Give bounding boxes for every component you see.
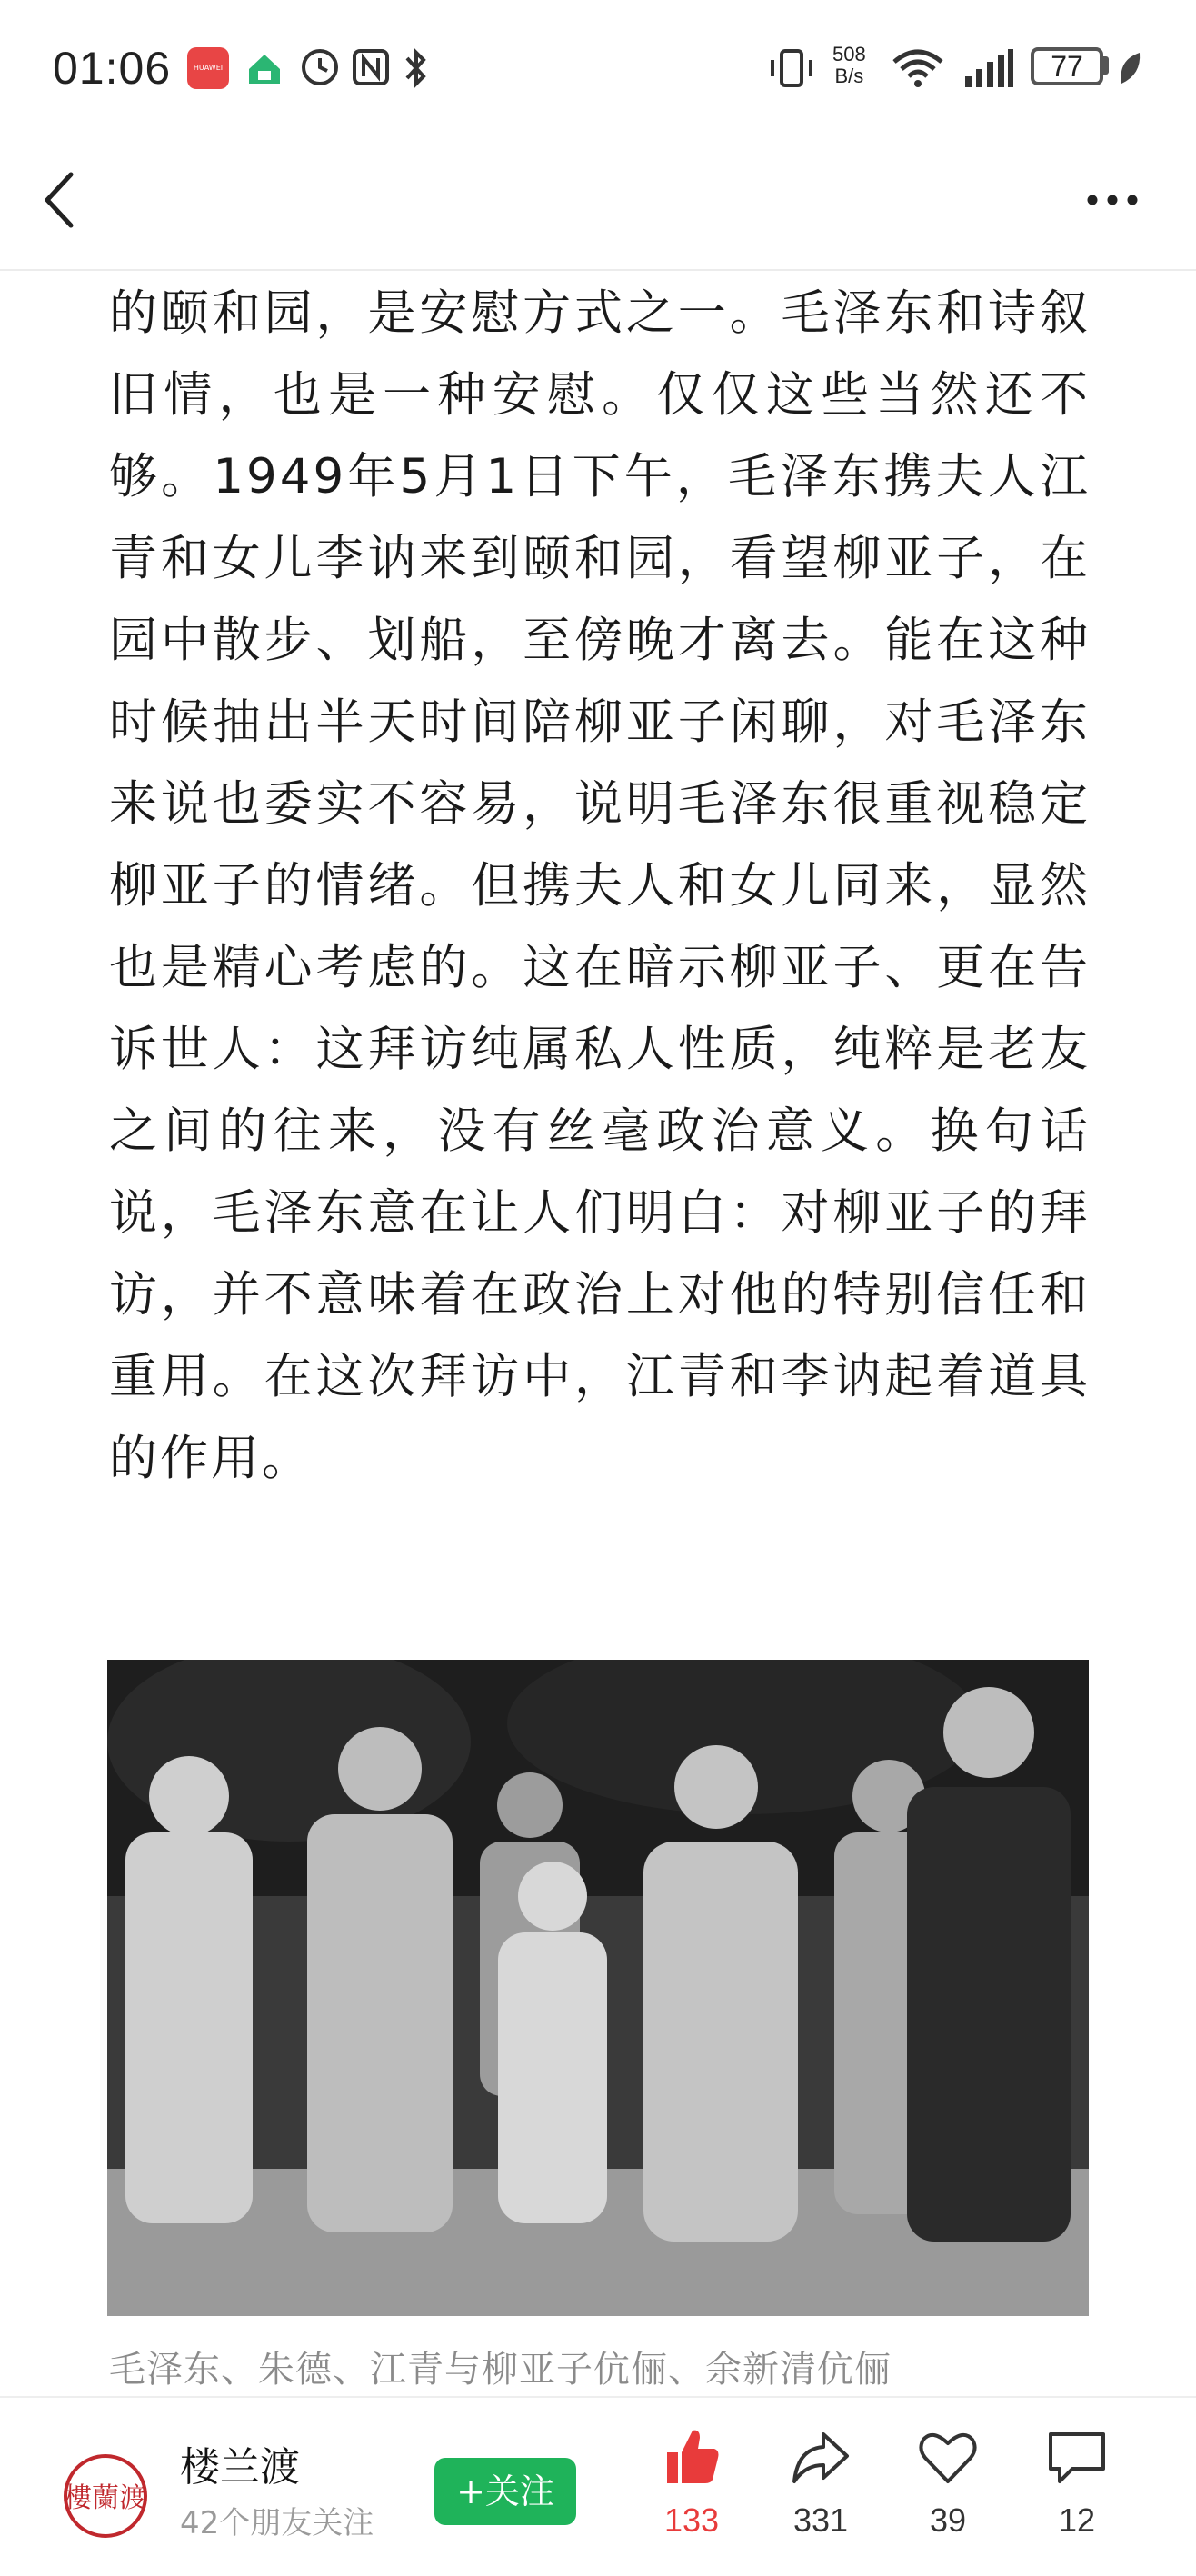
favorite-button[interactable] — [898, 2425, 998, 2561]
avatar-seal-text: 樓蘭渡 — [65, 2482, 146, 2514]
status-time: 01:06 — [53, 43, 172, 94]
follow-button[interactable]: +关注 — [434, 2458, 576, 2525]
comment-count: 12 — [1058, 2501, 1096, 2539]
thumbs-up-icon — [660, 2425, 723, 2489]
share-count: 331 — [792, 2501, 849, 2539]
share-arrow-icon — [789, 2425, 852, 2489]
more-options-icon[interactable] — [1080, 173, 1145, 227]
share-button[interactable] — [771, 2425, 871, 2561]
like-button[interactable] — [642, 2425, 742, 2561]
clock-app-icon — [300, 47, 340, 87]
author-avatar[interactable] — [58, 2449, 153, 2543]
bluetooth-icon — [400, 47, 433, 89]
huawei-app-icon: HUAWEI — [187, 47, 229, 89]
net-speed-value: 508 — [832, 43, 866, 65]
article-body: 的颐和园，是安慰方式之一。毛泽东和诗叙旧情，也是一种安慰。仅仅这些当然还不够。1949年5月1日下午，毛泽东携夫人江青和女儿李讷来到颐和园，看望柳亚子，在园中散步、划船，至傍晚才离去。能在这种时候抽出半天时间陪柳亚子闲聊，对毛泽东来说也委实不容易，说明毛泽东很重视稳定柳亚子的情绪。但携夫人和女儿同来，显然也是精心考虑的。这在暗示柳亚子、更在告诉世人：这拜访纯属私人性质，纯粹是老友之间的往来，没有丝毫政治意义。换句话说，毛泽东意在让人们明白：对柳亚子的拜访，并不意味着在政治上对他的特别信任和重用。在这次拜访中，江青和李讷起着道具的作用。 — [109, 285, 1091, 1486]
heart-icon — [916, 2425, 980, 2489]
like-count: 133 — [663, 2501, 720, 2539]
bottom-bar — [0, 2396, 1196, 2576]
nav-bar — [0, 136, 1196, 271]
vibrate-icon — [765, 47, 818, 89]
wifi-icon — [891, 47, 945, 89]
home-app-icon — [244, 47, 285, 89]
net-speed-unit: B/s — [834, 65, 864, 87]
battery-indicator: 77 — [1031, 47, 1103, 85]
photo-caption: 毛泽东、朱德、江青与柳亚子伉俪、余新清伉俪 — [109, 2349, 892, 2391]
author-followers: 42个朋友关注 — [180, 2505, 374, 2541]
network-speed — [832, 44, 866, 87]
leaf-icon — [1116, 47, 1143, 89]
nfc-icon — [351, 47, 391, 87]
article-photo — [107, 1660, 1089, 2316]
back-arrow-icon[interactable] — [33, 164, 87, 236]
status-bar — [0, 0, 1196, 136]
comment-button[interactable] — [1027, 2425, 1127, 2561]
signal-icon — [963, 47, 1014, 89]
favorite-count: 39 — [929, 2501, 967, 2539]
author-name[interactable]: 楼兰渡 — [180, 2444, 300, 2491]
comment-bubble-icon — [1045, 2425, 1109, 2489]
battery-tip — [1103, 56, 1109, 75]
